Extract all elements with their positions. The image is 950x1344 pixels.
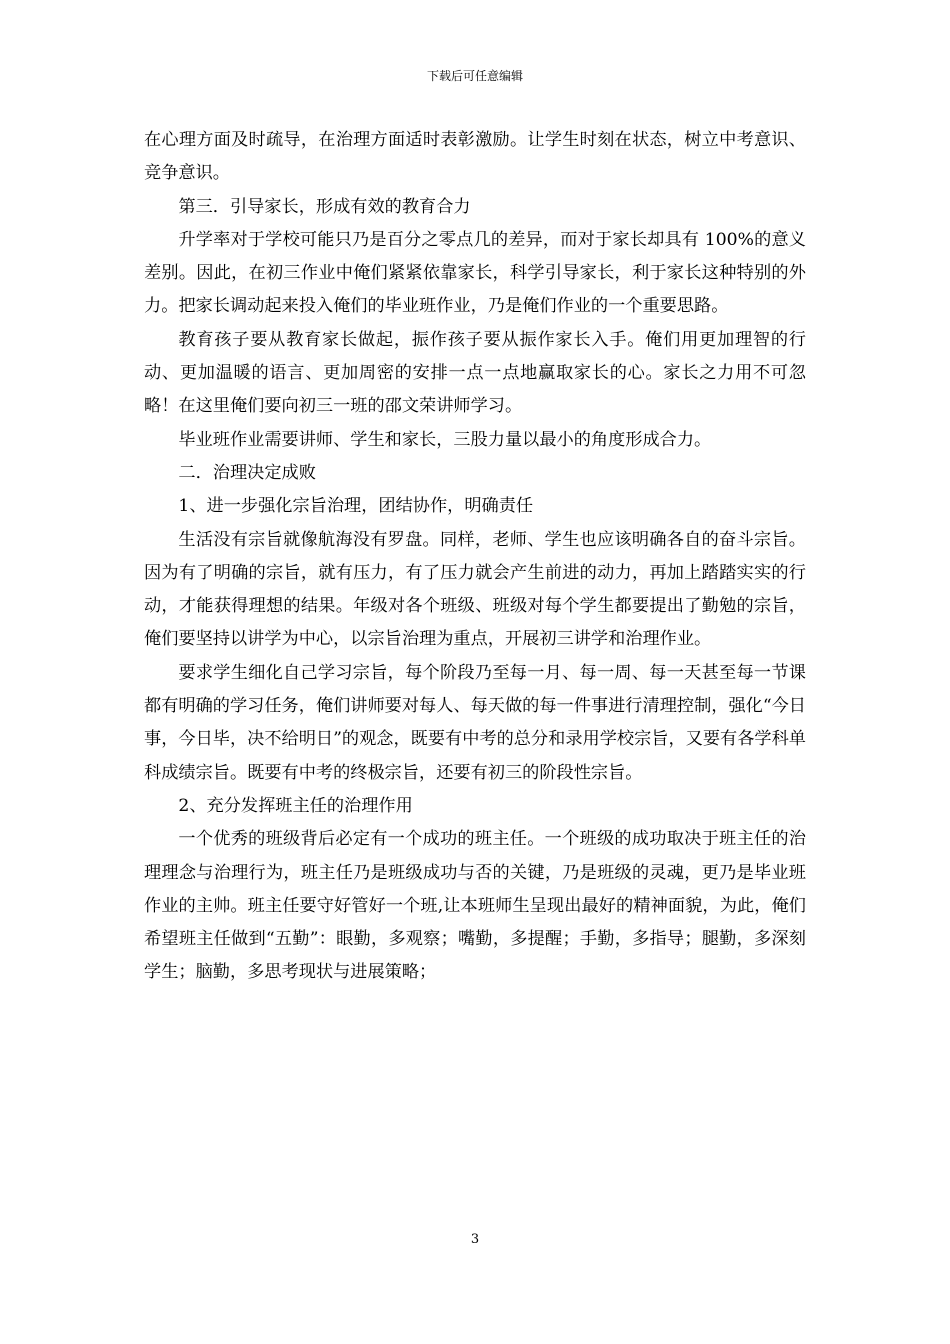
page-header: 下载后可任意编辑 bbox=[426, 69, 523, 83]
paragraph: 2、充分发挥班主任的治理作用 bbox=[178, 795, 413, 816]
paragraph: 教育孩子要从教育家长做起，振作孩子要从振作家长入手。俺们用更加理智的行动、更加温暖的语言、更加周密的安排一点一点地赢取家长的心。家长之力用不可忽略！在这里俺们要向初三一班的邵文荣讲师学习。 bbox=[144, 329, 806, 417]
paragraph: 第三．引导家长，形成有效的教育合力 bbox=[178, 196, 471, 217]
paragraph: 要求学生细化自己学习宗旨，每个阶段乃至每一月、每一周、每一天甚至每一节课都有明确的学习任务，俺们讲师要对每人、每天做的每一件事进行清理控制，强化“今日事，今日毕，决不给明日”的观念，既要有中考的总分和录用学校宗旨，又要有各学科单科成绩宗旨。既要有中考的终极宗旨，还要有初三的阶段性宗旨。 bbox=[144, 662, 806, 783]
paragraph: 1、进一步强化宗旨治理，团结协作，明确责任 bbox=[178, 496, 534, 517]
paragraph: 一个优秀的班级背后必定有一个成功的班主任。一个班级的成功取决于班主任的治理理念与治理行为，班主任乃是班级成功与否的关键，乃是班级的灵魂，更乃是毕业班作业的主帅。班主任要守好管好一个班,让本班师生呈现出最好的精神面貌，为此，俺们希望班主任做到“五勤”：眼勤，多观察；嘴勤，多提醒；手勤，多指导；腿勤，多深刻学生；脑勤，多思考现状与进展策略； bbox=[144, 829, 806, 983]
page-number: 3 bbox=[470, 1232, 480, 1247]
paragraph: 二．治理决定成败 bbox=[178, 462, 316, 483]
paragraph: 生活没有宗旨就像航海没有罗盘。同样，老师、学生也应该明确各自的奋斗宗旨。因为有了明确的宗旨，就有压力，有了压力就会产生前进的动力，再加上踏踏实实的行动，才能获得理想的结果。年级对各个班级、班级对每个学生都要提出了勤勉的宗旨，俺们要坚持以讲学为中心，以宗旨治理为重点，开展初三讲学和治理作业。 bbox=[144, 529, 806, 650]
paragraph: 升学率对于学校可能只乃是百分之零点几的差异，而对于家长却具有 100%的意义差别。因此，在初三作业中俺们紧紧依靠家长，科学引导家长，利于家长这种特别的外力。把家长调动起来投入俺们的毕业班作业，乃是俺们作业的一个重要思路。 bbox=[144, 229, 806, 317]
paragraph: 在心理方面及时疏导，在治理方面适时表彰激励。让学生时刻在状态，树立中考意识、竞争意识。 bbox=[144, 130, 806, 184]
paragraph: 毕业班作业需要讲师、学生和家长，三股力量以最小的角度形成合力。 bbox=[178, 429, 712, 450]
document-body bbox=[144, 124, 806, 990]
